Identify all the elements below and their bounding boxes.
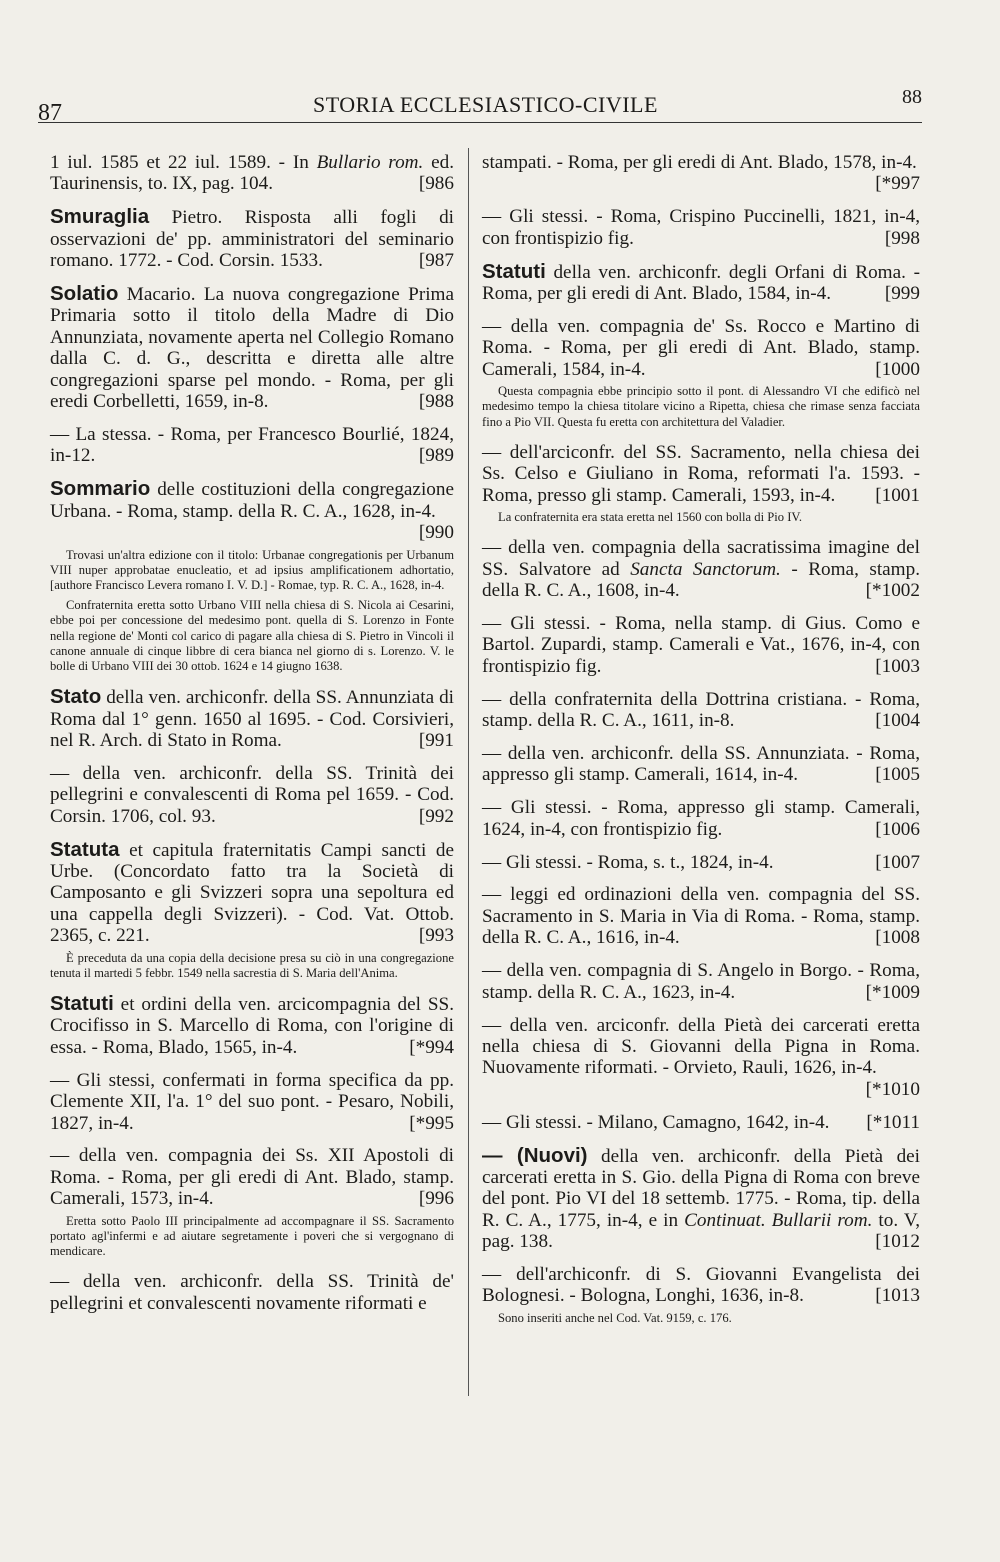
catalogue-entry — [50, 424, 454, 467]
entry-number: [1006 — [875, 818, 920, 840]
entry-text — [482, 1264, 920, 1307]
entry-body: — dell'arciconfr. del SS. Sacramento, nella chiesa dei Ss. Celso e Giuliano in Roma, reformati l'a. 1593. - Roma, presso gli stamp. Camerali, 1593, in-4. — [482, 441, 920, 506]
entry-body: stampati. - Roma, per gli eredi di Ant. Blado, 1578, in-4. — [482, 152, 917, 173]
catalogue-entry — [50, 763, 454, 827]
catalogue-entry — [50, 993, 454, 1058]
entry-note: È preceduta da una copia della decisione presa su ciò in una congregazione tenuta il martedi 5 febbr. 1549 nella sacrestia di S. Maria dell'Anima. — [50, 950, 454, 980]
entry-italic-title: Sancta Sanctorum. — [630, 558, 781, 580]
entry-body: — Gli stessi. - Milano, Camagno, 1642, in-4. — [482, 1111, 830, 1133]
entry-number: [993 — [418, 925, 454, 947]
entry-text — [482, 1112, 920, 1133]
entry-text — [50, 424, 454, 467]
entry-text — [50, 1145, 454, 1209]
entry-body-tail: ed. Taurinensis, to. IX, pag. 104. — [50, 152, 454, 195]
entry-headword: Sommario — [50, 477, 151, 501]
catalogue-entry — [482, 316, 920, 430]
entry-text — [50, 478, 454, 543]
catalogue-entry — [50, 686, 454, 751]
entry-text — [482, 537, 920, 601]
entry-body: — della ven. archiconfr. della SS. Trinità de' pellegrini et convalescenti novamente riformati e — [50, 1271, 454, 1314]
entry-body: et capitula fraternitatis Campi sancti de Urbe. (Concordato fatto tra la Società di Camposanto e gli Svizzeri sopra una sepoltura ed una cappella degli Svizzeri). - Cod. Vat. Ottob. 2365, c. 221. — [50, 839, 454, 947]
catalogue-entry — [482, 1112, 920, 1133]
entry-text — [482, 442, 920, 506]
catalogue-entry — [482, 613, 920, 677]
entry-number: [986 — [418, 173, 454, 195]
entry-text — [50, 839, 454, 947]
right-column — [482, 152, 920, 1338]
page-header — [38, 86, 922, 126]
entry-body: et ordini della ven. arcicompagnia del SS. Crocifisso in S. Marcello di Roma, con l'origine di essa. - Roma, Blado, 1565, in-4. — [50, 994, 454, 1058]
entry-body: — della ven. archiconfr. della SS. Annunziata. - Roma, appresso gli stamp. Camerali, 1614, in-4. — [482, 742, 920, 786]
entry-headword: Statuti — [482, 259, 546, 283]
entry-text — [482, 689, 920, 732]
entry-text — [482, 743, 920, 786]
catalogue-entry — [482, 884, 920, 948]
entry-body: — Gli stessi. - Roma, Crispino Puccinelli, 1821, in-4, con frontispizio fig. — [482, 206, 920, 249]
catalogue-entry — [482, 852, 920, 873]
entry-body: — della ven. archiconfr. della SS. Trinità dei pellegrini e convalescenti di Roma pel 1659. - Cod. Corsin. 1706, col. 93. — [50, 762, 454, 827]
entry-body: — dell'archiconfr. di S. Giovanni Evangelista dei Bolognesi. - Bologna, Longhi, 1636, in-8. — [482, 1264, 920, 1307]
catalogue-entry — [50, 206, 454, 271]
entry-text — [482, 613, 920, 677]
entry-text — [50, 763, 454, 827]
entry-body: della ven. archiconfr. della SS. Annunziata di Roma dal 1° genn. 1650 al 1695. - Cod. Corsivieri, nel R. Arch. di Stato in Roma. — [50, 687, 454, 751]
entry-body: — Gli stessi. - Roma, s. t., 1824, in-4. — [482, 851, 774, 873]
catalogue-entry — [482, 537, 920, 601]
running-title: STORIA ECCLESIASTICO-CIVILE — [313, 92, 658, 117]
entry-headword: Stato — [50, 685, 102, 709]
entry-text — [50, 993, 454, 1058]
page-number-left: 87 — [38, 100, 62, 126]
entry-body: — leggi ed ordinazioni della ven. compagnia del SS. Sacramento in S. Maria in Via di Roma. - Roma, stamp. della R. C. A., 1616, in-4. — [482, 884, 920, 949]
catalogue-entry — [482, 1015, 920, 1101]
entry-number: [*995 — [409, 1112, 454, 1134]
entry-number: [989 — [418, 445, 454, 467]
entry-text — [50, 206, 454, 271]
entry-note: Sono inseriti anche nel Cod. Vat. 9159, c. 176. — [498, 1310, 732, 1325]
entry-note: Confraternita eretta sotto Urbano VIII nella chiesa di S. Nicola ai Cesarini, ebbe poi per concessione del medesimo pont. quella di S. Lorenzo in Fonte nella regione de' Monti col carico di pagare alla chiesa di S. Pietro in Vincoli il canone annuale di cinque libbre di cera bianca nel giorno di s. Lorenzo. V. le bolle di Urbano VIII dei 30 ottob. 1624 e 14 giugno 1638. — [50, 598, 454, 673]
entry-number: [1000 — [875, 358, 920, 380]
entry-text — [482, 206, 920, 249]
entry-number: [988 — [418, 391, 454, 413]
entry-number: [999 — [884, 283, 920, 305]
entry-number: [1001 — [875, 484, 920, 506]
entry-body: — della ven. arciconfr. della Pietà dei carcerati eretta nella chiesa di S. Giovanni della Pigna in Roma. Nuovamente riformati. - Orvieto, Rauli, 1626, in-4. — [482, 1014, 920, 1079]
entry-body: 1 iul. 1585 et 22 iul. 1589. - In — [50, 152, 317, 173]
entry-body: delle costituzioni della congregazione Urbana. - Roma, stamp. della R. C. A., 1628, in-4. — [50, 479, 454, 522]
catalogue-entry — [482, 442, 920, 525]
entry-number: [1005 — [875, 764, 920, 786]
catalogue-entry — [50, 1271, 454, 1314]
entry-body: Pietro. Risposta alli fogli di osservazioni de' pp. amministratori del seminario romano. 1772. - Cod. Corsin. 1533. — [50, 207, 454, 272]
entry-text — [482, 316, 920, 380]
entry-number: [991 — [418, 729, 454, 751]
entry-headword: — (Nuovi) — [482, 1143, 588, 1167]
catalogue-entry — [482, 1264, 920, 1326]
left-column — [50, 152, 454, 1326]
entry-text — [482, 852, 920, 873]
entry-number: [990 — [418, 522, 454, 544]
entry-text — [50, 283, 454, 412]
catalogue-entry — [482, 743, 920, 786]
entry-body: della ven. archiconfr. degli Orfani di Roma. - Roma, per gli eredi di Ant. Blado, 1584, in-4. — [482, 261, 920, 305]
entry-text — [50, 1070, 454, 1134]
entry-body: — della confraternita della Dottrina cristiana. - Roma, stamp. della R. C. A., 1611, in-8. — [482, 688, 920, 732]
entry-number: [*1010 — [865, 1078, 920, 1100]
column-divider — [468, 148, 469, 1396]
catalogue-entry — [482, 1145, 920, 1253]
entry-body: Macario. La nuova congregazione Prima Primaria sotto il titolo della Madre di Dio Annunziata, novamente aperta nel Collegio Romano dalla C. d. G., descritta e diretta alle altre congregazioni sparse pel mondo. - Roma, per gli eredi Corbelletti, 1659, in-8. — [50, 284, 454, 413]
entry-text — [50, 686, 454, 751]
entry-number: [*997 — [875, 173, 920, 195]
entry-headword: Statuti — [50, 992, 114, 1015]
entry-note: La confraternita era stata eretta nel 1560 con bolla di Pio IV. — [498, 509, 803, 524]
entry-text — [482, 1015, 920, 1101]
catalogue-entry — [50, 152, 454, 195]
entry-number: [*994 — [409, 1036, 454, 1058]
entry-text — [50, 152, 454, 195]
entry-note: Questa compagnia ebbe principio sotto il pont. di Alessandro VI che edificò nel medesimo tempo la chiesa titolare vicino a Ripetta, chiesa che rimase senza facciata fino a Pio VII. Questa fu eretta con architettura del Valadier. — [482, 384, 920, 429]
catalogue-entry — [50, 1145, 454, 1259]
entry-italic-title: Continuat. Bullarii rom. — [684, 1209, 873, 1231]
catalogue-entry — [482, 960, 920, 1003]
entry-number: [*1011 — [866, 1111, 920, 1133]
catalogue-entry — [482, 152, 920, 195]
entry-number: [992 — [418, 805, 454, 827]
page-number-right: 88 — [902, 86, 922, 108]
entry-text — [482, 261, 920, 305]
entry-body: — della ven. compagnia della sacratissima imagine del SS. Salvatore ad — [482, 537, 920, 580]
entry-headword: Solatio — [50, 282, 119, 306]
entry-body: — della ven. compagnia de' Ss. Rocco e Martino di Roma. - Roma, per gli eredi di Ant. Blado, stamp. Camerali, 1584, in-4. — [482, 315, 920, 380]
entry-number: [1003 — [875, 655, 920, 677]
entry-number: [996 — [418, 1188, 454, 1210]
entry-body: — Gli stessi. - Roma, nella stamp. di Gius. Como e Bartol. Zupardi, stamp. Camerali e Vat., 1676, in-4, con frontispizio fig. — [482, 612, 920, 677]
entry-text — [482, 797, 920, 840]
entry-number: [*1009 — [865, 981, 920, 1003]
entry-text — [50, 1271, 454, 1314]
entry-body: — della ven. compagnia di S. Angelo in Borgo. - Roma, stamp. della R. C. A., 1623, in-4. — [482, 960, 920, 1003]
entry-body: — La stessa. - Roma, per Francesco Bourlié, 1824, in-12. — [50, 423, 454, 467]
catalogue-entry — [50, 839, 454, 981]
entry-note: Eretta sotto Paolo III principalmente ad accompagnare il SS. Sacramento portato agl'infermi e ad aiutare segretamente i poveri che si vergognano di mendicare. — [50, 1213, 454, 1259]
catalogue-entry — [50, 478, 454, 674]
entry-italic-title: Bullario rom. — [316, 152, 424, 173]
entry-note: Trovasi un'altra edizione con il titolo: Urbanae congregationis per Urbanum VIII nuper approbatae enucleatio, et ad ipsius amplificationem adhortatio, [authore Francisco Levera romano I. V. D.] - Romae, typ. R. C. A., 1628, in-4. — [50, 547, 454, 592]
entry-number: [1007 — [875, 851, 920, 873]
entry-text — [482, 960, 920, 1003]
entry-number: [1013 — [875, 1285, 920, 1307]
entry-number: [987 — [418, 250, 454, 272]
entry-number: [998 — [884, 227, 920, 249]
entry-headword: Smuraglia — [50, 205, 150, 229]
entry-text — [482, 884, 920, 948]
entry-body-tail: to. V, pag. 138. — [482, 1209, 920, 1253]
entry-number: [1008 — [875, 927, 920, 949]
entry-body: — Gli stessi, confermati in forma specifica da pp. Clemente XII, l'a. 1° del suo pont. - Pesaro, Nobili, 1827, in-4. — [50, 1069, 454, 1134]
entry-number: [*1002 — [865, 580, 920, 601]
entry-body-tail: - Roma, stamp. della R. C. A., 1608, in-4. — [482, 558, 920, 601]
catalogue-entry — [482, 689, 920, 732]
entry-text — [482, 1145, 920, 1253]
catalogue-entry — [482, 797, 920, 840]
entry-body: della ven. archiconfr. della Pietà dei carcerati eretta in S. Gio. della Pigna di Roma con breve del pont. Pio VI del 18 settemb. 1775. - Roma, tip. della R. C. A., 1775, in-4, e in — [482, 1145, 921, 1231]
catalogue-entry — [50, 1070, 454, 1134]
entry-number: [1004 — [875, 710, 920, 732]
catalogue-entry — [50, 283, 454, 412]
entry-text — [482, 152, 920, 195]
entry-number: [1012 — [875, 1231, 920, 1253]
entry-headword: Statuta — [50, 837, 120, 861]
entry-body: — Gli stessi. - Roma, appresso gli stamp. Camerali, 1624, in-4, con frontispizio fig. — [482, 797, 920, 840]
catalogue-entry — [482, 261, 920, 305]
entry-body: — della ven. compagnia dei Ss. XII Apostoli di Roma. - Roma, per gli eredi di Ant. Blado, stamp. Camerali, 1573, in-4. — [50, 1145, 454, 1210]
catalogue-entry — [482, 206, 920, 249]
